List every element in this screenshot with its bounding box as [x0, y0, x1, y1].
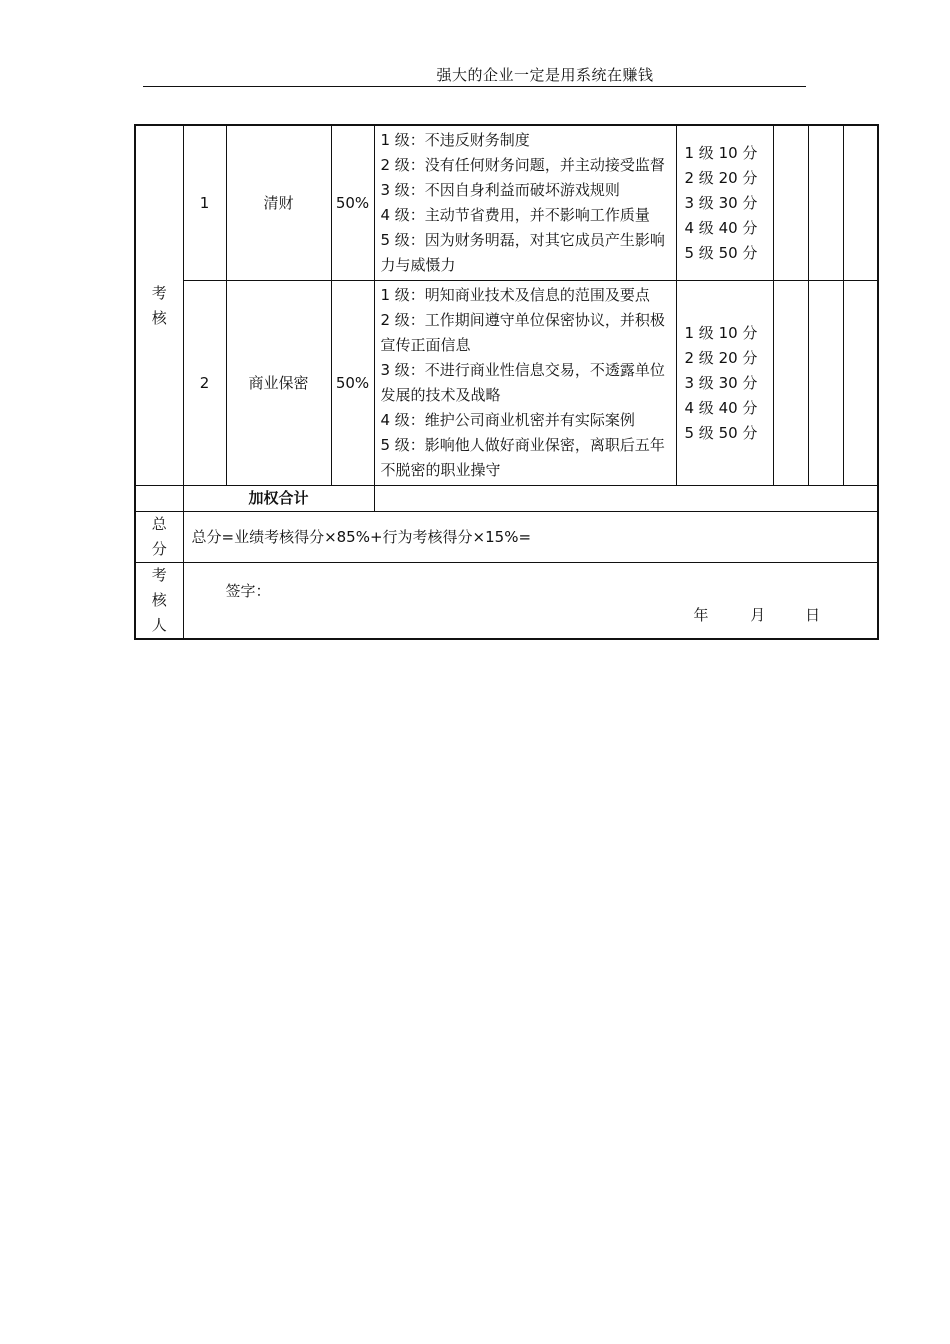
score-text: 4 级 40 分: [684, 398, 758, 417]
table-row: [135, 281, 878, 486]
item-index: 2: [183, 281, 226, 486]
level-text: 4 级：主动节省费用，并不影响工作质量: [380, 206, 650, 224]
weighted-total-value: [374, 486, 878, 512]
assessor-row: [135, 563, 878, 640]
level-text: 3 级：不进行商业性信息交易，不透露单位发展的技术及战略: [380, 361, 665, 404]
item-weight: 50%: [331, 125, 374, 281]
blank-cell: [808, 281, 843, 486]
score-text: 3 级 30 分: [684, 193, 758, 212]
sign-label: 签字：: [225, 582, 271, 600]
page-header-title: 强大的企业一定是用系统在赚钱: [436, 66, 654, 84]
total-label-char: 总: [151, 515, 167, 533]
blank-cell: [135, 486, 183, 512]
assessor-label-char: 核: [151, 591, 167, 609]
score-text: 4 级 40 分: [684, 218, 758, 237]
total-label-char: 分: [151, 540, 167, 558]
total-formula: 总分=业绩考核得分×85%+行为考核得分×15%=: [183, 512, 878, 563]
level-text: 1 级：不违反财务制度: [380, 131, 530, 149]
blank-cell: [773, 125, 808, 281]
section-label-char: 考: [151, 283, 167, 302]
score-text: 2 级 20 分: [684, 168, 758, 187]
item-levels: [374, 125, 676, 281]
blank-cell: [808, 125, 843, 281]
level-text: 4 级：维护公司商业机密并有实际案例: [380, 411, 635, 429]
section-label-cell: [135, 125, 183, 486]
date-year: 年: [693, 606, 709, 624]
assessor-label-char: 考: [151, 566, 167, 584]
section-label-char: 核: [151, 308, 167, 327]
total-label-cell: [135, 512, 183, 563]
item-index: 1: [183, 125, 226, 281]
score-text: 1 级 10 分: [684, 323, 758, 342]
level-text: 2 级：没有任何财务问题，并主动接受监督: [380, 156, 665, 174]
level-text: 5 级：影响他人做好商业保密，离职后五年不脱密的职业操守: [380, 436, 665, 479]
weighted-total-row: [135, 486, 878, 512]
level-text: 5 级：因为财务明磊，对其它成员产生影响力与威慑力: [380, 231, 665, 274]
date-month: 月: [750, 606, 766, 624]
score-text: 3 级 30 分: [684, 373, 758, 392]
score-text: 2 级 20 分: [684, 348, 758, 367]
item-name: 清财: [226, 125, 331, 281]
total-row: [135, 512, 878, 563]
score-text: 1 级 10 分: [684, 143, 758, 162]
assessor-label-cell: [135, 563, 183, 640]
level-text: 1 级：明知商业技术及信息的范围及要点: [380, 286, 650, 304]
weighted-total-label: 加权合计: [183, 486, 374, 512]
blank-cell: [843, 281, 878, 486]
item-weight: 50%: [331, 281, 374, 486]
assessor-label-char: 人: [151, 616, 167, 634]
level-text: 2 级：工作期间遵守单位保密协议，并积极宣传正面信息: [380, 311, 665, 354]
table-row: [135, 125, 878, 281]
header-rule: [143, 86, 806, 87]
level-text: 3 级：不因自身利益而破坏游戏规则: [380, 181, 620, 199]
item-scores: [676, 281, 773, 486]
blank-cell: [843, 125, 878, 281]
item-scores: [676, 125, 773, 281]
score-text: 5 级 50 分: [684, 243, 758, 262]
item-levels: [374, 281, 676, 486]
sign-date: [694, 603, 821, 628]
blank-cell: [773, 281, 808, 486]
date-day: 日: [805, 606, 821, 624]
score-text: 5 级 50 分: [684, 423, 758, 442]
assessor-sign-cell: [183, 563, 878, 640]
item-name: 商业保密: [226, 281, 331, 486]
assessment-table: [134, 124, 879, 640]
